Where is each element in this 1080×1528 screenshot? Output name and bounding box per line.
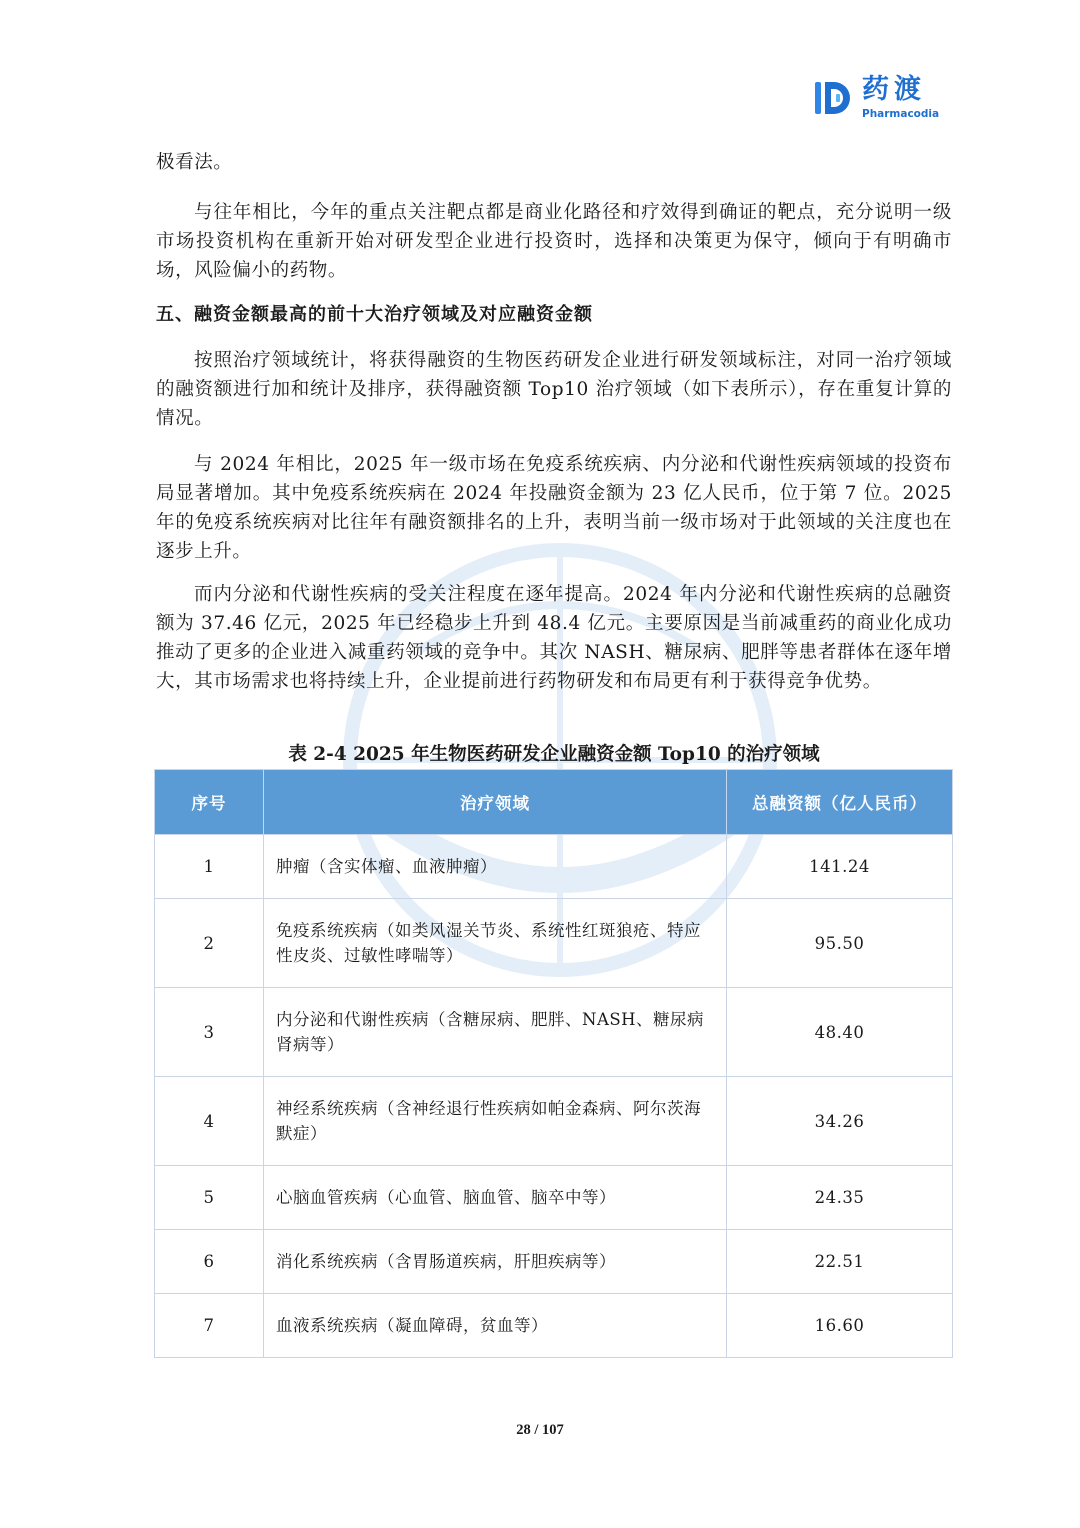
paragraph-continued: 极看法。 — [156, 152, 233, 173]
logo-english-text: Pharmacodia — [862, 108, 940, 120]
cell-amount: 141.24 — [727, 835, 953, 899]
table-row — [155, 1166, 953, 1230]
header-field: 治疗领域 — [264, 770, 727, 835]
cell-no: 4 — [155, 1077, 264, 1166]
cell-no: 1 — [155, 835, 264, 899]
section-heading: 五、融资金额最高的前十大治疗领域及对应融资金额 — [156, 304, 593, 325]
paragraph-target-summary: 与往年相比，今年的重点关注靶点都是商业化路径和疗效得到确证的靶点，充分说明一级市场投资机构在重新开始对研发型企业进行投资时，选择和决策更为保守，倾向于有明确市场，风险偏小的药物。 — [156, 202, 952, 281]
cell-no: 5 — [155, 1166, 264, 1230]
paragraph-immune: 与 2024 年相比，2025 年一级市场在免疫系统疾病、内分泌和代谢性疾病领域的投资布局显著增加。其中免疫系统疾病在 2024 年投融资金额为 23 亿人民币，位于第 7 位。2025 年的免疫系统疾病对比往年有融资额排名的上升，表明当前一级市场对于此领域的关注度也在逐步上升。 — [156, 454, 952, 562]
logo-chinese-text: 药渡 — [862, 74, 926, 105]
table-row — [155, 988, 953, 1077]
cell-amount: 16.60 — [727, 1294, 953, 1358]
cell-field: 血液系统疾病（凝血障碍，贫血等） — [264, 1294, 727, 1358]
funding-table — [154, 769, 953, 1358]
pharmacodia-logo-icon — [812, 76, 854, 120]
table-row — [155, 899, 953, 988]
cell-field: 心脑血管疾病（心血管、脑血管、脑卒中等） — [264, 1166, 727, 1230]
cell-amount: 95.50 — [727, 899, 953, 988]
header-no: 序号 — [155, 770, 264, 835]
cell-field: 神经系统疾病（含神经退行性疾病如帕金森病、阿尔茨海默症） — [264, 1077, 727, 1166]
pharmacodia-logo — [812, 74, 952, 124]
table-row — [155, 1077, 953, 1166]
cell-no: 2 — [155, 899, 264, 988]
paragraph-method: 按照治疗领域统计，将获得融资的生物医药研发企业进行研发领域标注，对同一治疗领域的融资额进行加和统计及排序，获得融资额 Top10 治疗领域（如下表所示），存在重复计算的情况。 — [156, 350, 952, 429]
cell-no: 3 — [155, 988, 264, 1077]
cell-field: 免疫系统疾病（如类风湿关节炎、系统性红斑狼疮、特应性皮炎、过敏性哮喘等） — [264, 899, 727, 988]
cell-amount: 22.51 — [727, 1230, 953, 1294]
header-amount: 总融资额（亿人民币） — [727, 770, 953, 835]
cell-field: 消化系统疾病（含胃肠道疾病，肝胆疾病等） — [264, 1230, 727, 1294]
cell-field: 内分泌和代谢性疾病（含糖尿病、肥胖、NASH、糖尿病肾病等） — [264, 988, 727, 1077]
table-row — [155, 835, 953, 899]
table-caption: 表 2-4 2025 年生物医药研发企业融资金额 Top10 的治疗领域 — [288, 744, 820, 765]
table-row — [155, 1230, 953, 1294]
cell-amount: 48.40 — [727, 988, 953, 1077]
cell-amount: 34.26 — [727, 1077, 953, 1166]
cell-field: 肿瘤（含实体瘤、血液肿瘤） — [264, 835, 727, 899]
table-header-row — [155, 770, 953, 835]
cell-amount: 24.35 — [727, 1166, 953, 1230]
paragraph-endocrine: 而内分泌和代谢性疾病的受关注程度在逐年提高。2024 年内分泌和代谢性疾病的总融资额为 37.46 亿元，2025 年已经稳步上升到 48.4 亿元。主要原因是当前减重药的商业化成功推动了更多的企业进入减重药领域的竞争中。其次 NASH、糖尿病、肥胖等患者群体在逐年增大，其市场需求也将持续上升，企业提前进行药物研发和布局更有利于获得竞争优势。 — [156, 584, 952, 692]
cell-no: 7 — [155, 1294, 264, 1358]
cell-no: 6 — [155, 1230, 264, 1294]
page-number: 28 / 107 — [516, 1422, 564, 1438]
table-row — [155, 1294, 953, 1358]
